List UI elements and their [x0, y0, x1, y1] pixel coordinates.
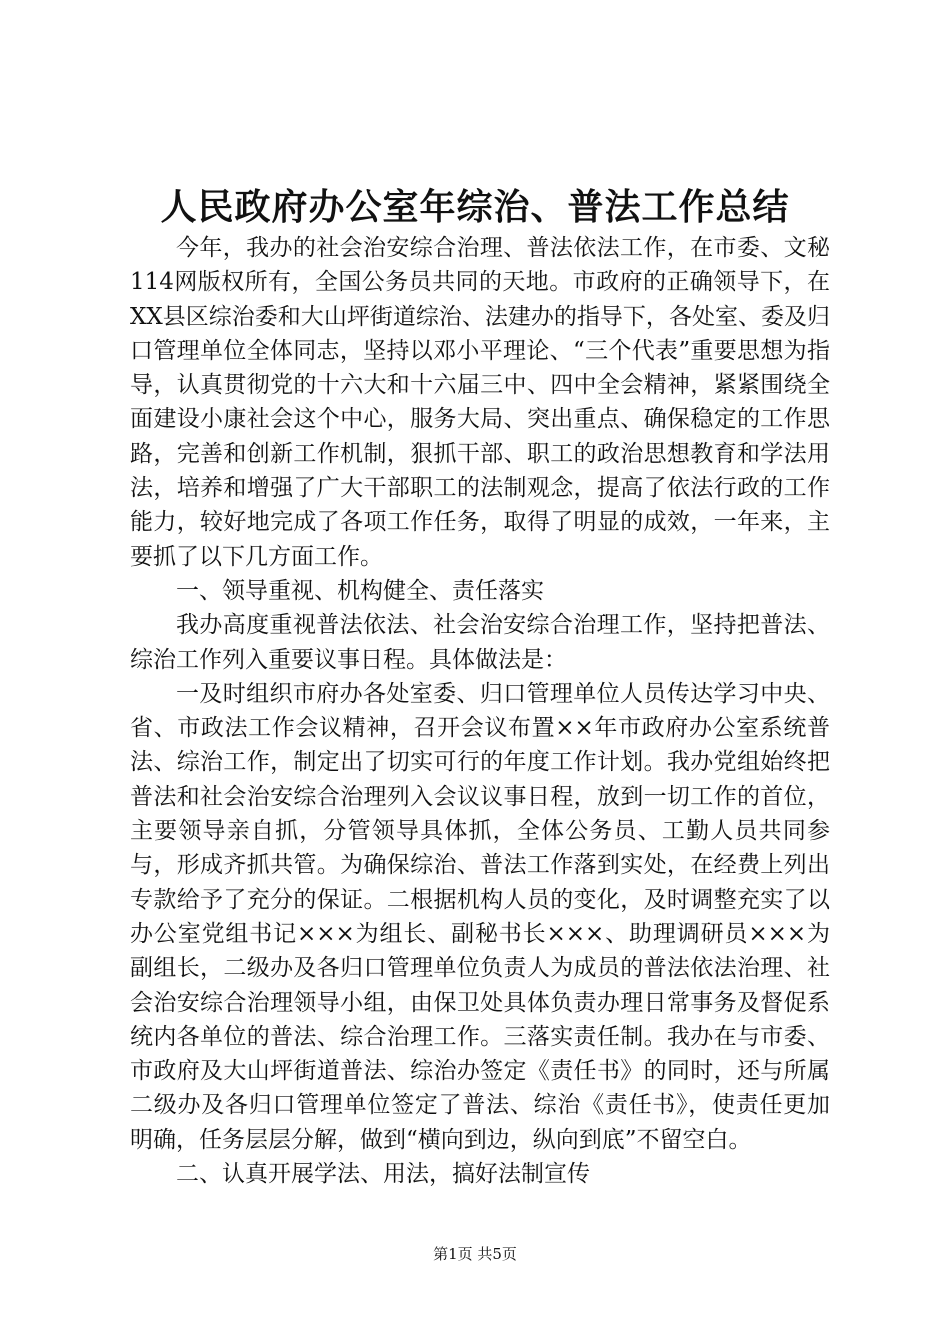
page-number-footer: 第1页 共5页: [433, 1245, 517, 1263]
paragraph-section-1-intro: 我办高度重视普法依法、社会治安综合治理工作，坚持把普法、综治工作列入重要议事日程。具体做法是：: [130, 612, 830, 673]
document-title: 人民政府办公室年综治、普法工作总结: [160, 186, 790, 228]
section-heading-1: 一、领导重视、机构健全、责任落实: [176, 577, 544, 604]
paragraph-section-1-detail: 一及时组织市府办各处室委、归口管理单位人员传达学习中央、省、市政法工作会议精神，召开会议布置××年市政府办公室系统普法、综治工作，制定出了切实可行的年度工作计划。我办党组始终把普法和社会治安综合治理列入会议议事日程，放到一切工作的首位，主要领导亲自抓，分管领导具体抓，全体公务员、工勤人员共同参与，形成齐抓共管。为确保综治、普法工作落到实处，在经费上列出专款给予了充分的保证。二根据机构人员的变化，及时调整充实了以办公室党组书记×××为组长、副秘书长×××、助理调研员×××为副组长，二级办及各归口管理单位负责人为成员的普法依法治理、社会治安综合治理领导小组，由保卫处具体负责办理日常事务及督促系统内各单位的普法、综合治理工作。三落实责任制。我办在与市委、市政府及大山坪街道普法、综治办签定《责任书》的同时，还与所属二级办及各归口管理单位签定了普法、综治《责任书》，使责任更加明确，任务层层分解，做到“横向到边，纵向到底”不留空白。: [130, 680, 830, 1153]
paragraph-intro: 今年，我办的社会治安综合治理、普法依法工作，在市委、文秘114网版权所有，全国公务员共同的天地。市政府的正确领导下，在XX县区综治委和大山坪街道综治、法建办的指导下，各处室、委及归口管理单位全体同志，坚持以邓小平理论、“三个代表”重要思想为指导，认真贯彻党的十六大和十六届三中、四中全会精神，紧紧围绕全面建设小康社会这个中心，服务大局、突出重点、确保稳定的工作思路，完善和创新工作机制，狠抓干部、职工的政治思想教育和学法用法，培养和增强了广大干部职工的法制观念，提高了依法行政的工作能力，较好地完成了各项工作任务，取得了明显的成效，一年来，主要抓了以下几方面工作。: [130, 235, 830, 570]
document-body: [130, 231, 830, 1191]
section-heading-2: 二、认真开展学法、用法，搞好法制宣传: [176, 1161, 590, 1188]
